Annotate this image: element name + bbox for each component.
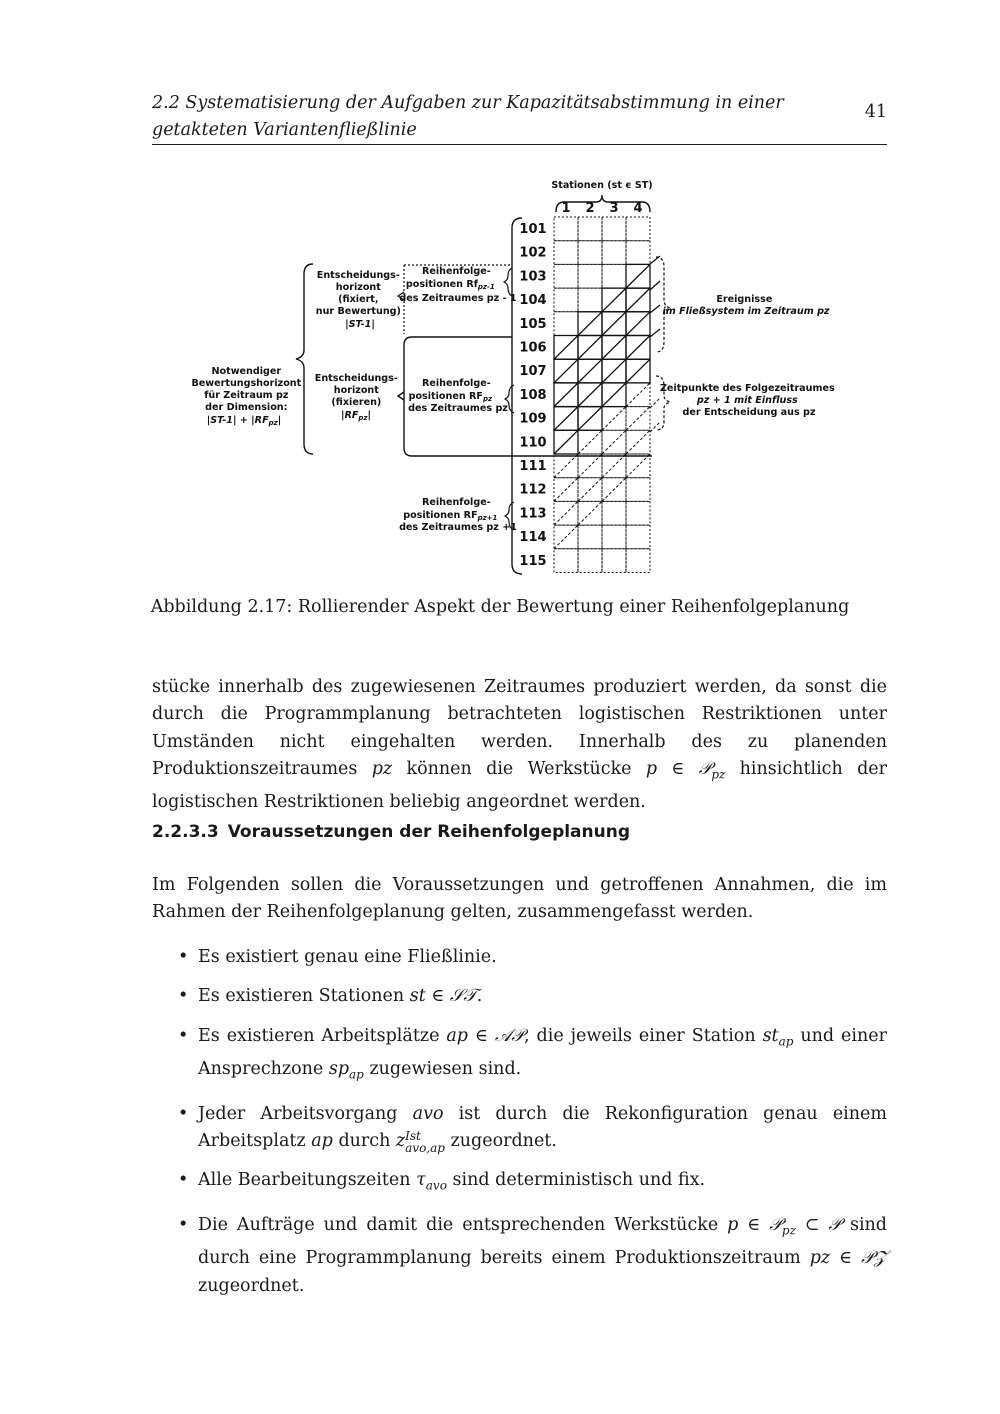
event-extension [650,281,660,290]
grid-cell [626,217,650,241]
station-label-4: 4 [633,201,643,216]
row-number: 102 [519,245,547,261]
event-diagonal [554,430,578,454]
list-item: • Alle Bearbeitungszeiten $\tau_{avo}$ sind deterministisch und fix. [152,1167,887,1200]
grid-cell [626,525,650,549]
future-diagonal [554,478,578,502]
grid-cell [554,264,578,288]
grid-cell [578,217,602,241]
row-number: 108 [519,387,547,403]
grid-cell [554,312,578,336]
event-diagonal [602,383,626,407]
grid-cell [602,264,626,288]
grid-cell [602,501,626,525]
grid-cell [626,478,650,502]
grid-cell [578,241,602,265]
grid-cell [602,525,626,549]
evaluation-horizon-label: Notwendiger Bewertungshorizont für Zeitraum pz der Dimension: $|ST-1| + |RF_{pz}|$ [191,366,302,427]
row-number: 112 [519,482,547,498]
event-diagonal [626,288,650,312]
row-number: 104 [519,293,547,309]
list-item: • Es existiert genau eine Fließlinie. [152,944,887,971]
event-diagonal [626,264,650,288]
future-diagonal [626,383,650,407]
events-brace [656,257,670,352]
future-diagonal [626,454,650,478]
page-number: 41 [864,102,887,122]
figure-rolling-evaluation [0,0,1000,590]
grid-cell [602,217,626,241]
decision-fixing-pointer [398,392,404,400]
row-number: 107 [519,364,547,380]
grid-cell [578,525,602,549]
grid-cell [626,241,650,265]
future-diagonal [554,454,578,478]
list-item: • Die Aufträge und damit die entsprechenden Werkstücke p ∈ 𝒫$_{pz}$ ⊂ 𝒫 sind durch eine Programmplanung bereits einem Produktionszeitraum pz ∈ 𝒫𝒵 zugeordnet. [152,1212,887,1300]
row-number: 115 [519,553,547,569]
event-diagonal [602,288,626,312]
station-label-1: 1 [561,201,571,216]
section-heading: 2.2.3.3 Voraussetzungen der Reihenfolgeplanung [152,822,631,842]
event-diagonal [554,407,578,431]
list-item: • Es existieren Stationen st ∈ 𝒮𝒯. [152,983,887,1010]
future-extension [650,422,660,432]
grid-cell [578,288,602,312]
event-diagonal [602,336,626,360]
list-item: • Jeder Arbeitsvorgang avo ist durch die Rekonfiguration genau einem Arbeitsplatz ap durch z Ist avo,ap zugeordnet. [152,1101,887,1156]
row-number: 105 [519,316,547,332]
future-diagonal [602,454,626,478]
grid-cell [554,288,578,312]
sequence-positions-next: Reihenfolge- positionen $RF_{pz+1}$ des Zeitraumes pz +1 [399,497,517,533]
event-diagonal [626,336,650,360]
event-diagonal [578,407,602,431]
future-diagonal [602,430,626,454]
grid-cell [554,549,578,573]
event-diagonal [578,336,602,360]
event-diagonal [578,383,602,407]
grid-cell [626,501,650,525]
grid-cell [554,241,578,265]
event-diagonal [626,312,650,336]
future-diagonal [602,407,626,431]
future-extension [650,398,660,408]
future-diagonal [578,454,602,478]
row-numbers [519,222,546,569]
event-diagonal [554,336,578,360]
decision-horizon-fixing-label: Entscheidungs- horizont (fixieren) $|RF_{pz}|$ [314,373,398,422]
future-diagonal [602,478,626,502]
grid-cell [578,549,602,573]
event-extension [650,305,660,313]
event-diagonal [578,312,602,336]
event-diagonal [578,359,602,383]
future-diagonal [578,478,602,502]
assumptions-list [152,944,887,1312]
event-extension [650,329,660,337]
future-diagonal [578,430,602,454]
station-label-2: 2 [585,201,595,216]
event-diagonal [626,359,650,383]
future-diagonal [578,501,602,525]
event-diagonal [554,383,578,407]
event-diagonal [602,312,626,336]
row-number: 111 [519,459,547,474]
row-number: 103 [519,269,547,285]
row-number: 109 [519,411,547,427]
grid-cell [602,549,626,573]
future-diagonal [626,407,650,431]
header-title: 2.2 Systematisierung der Aufgaben zur Kapazitätsabstimmung in einer getakteten Variantenfließlinie [152,93,784,140]
figure-caption: Abbildung 2.17: Rollierender Aspekt der Bewertung einer Reihenfolgeplanung [150,597,850,617]
grid-cell [626,549,650,573]
events-label: Ereignisse im Fließsystem im Zeitraum pz [662,294,830,317]
sequence-positions-previous: Reihenfolge- positionen $Rf_{pz-1}$ des Zeitraumes pz - 1 [399,266,517,304]
row-number: 110 [519,435,547,451]
sequence-previous-brace [504,268,512,296]
row-number: 106 [519,340,547,356]
grid-cell [578,264,602,288]
future-diagonal [626,430,650,454]
grid-cell [602,241,626,265]
station-label-3: 3 [609,201,619,216]
paragraph-intro: Im Folgenden sollen die Voraussetzungen und getroffenen Annahmen, die im Rahmen der Reihenfolgeplanung gelten, zusammengefasst werden. [152,875,887,923]
sequence-positions-current: Reihenfolge- positionen $RF_{pz}$ des Zeitraumes pz [408,378,508,414]
row-number: 101 [519,222,547,237]
row-number: 113 [519,506,547,522]
row-number: 114 [519,530,547,546]
future-diagonal [554,525,578,549]
list-item: • Es existieren Arbeitsplätze ap ∈ 𝒜𝒫, die jeweils einer Station $st_{ap}$ und einer Ansprechzone $sp_{ap}$ zugewiesen sind. [152,1023,887,1089]
event-diagonal [554,359,578,383]
future-diagonal [554,501,578,525]
grid-cell [554,217,578,241]
stations-title: Stationen (st ϵ ST) [551,180,653,191]
future-label: Zeitpunkte des Folgezeitraumes pz + 1 mit Einfluss der Entscheidung aus pz [659,383,835,418]
event-diagonal [602,359,626,383]
evaluation-horizon-brace [296,264,313,454]
decision-horizon-fixed-label: Entscheidungs- horizont (fixiert, nur Bewertung) |ST-1| [315,270,401,330]
paragraph-restrictions: stücke innerhalb des zugewiesenen Zeitraumes produziert werden, da sonst die durch die Programmplanung betrachteten logistischen Restriktionen unter Umständen nicht eingehalten werden. Innerhalb des zu planenden Produktionszeitraumes pz können die Werkstücke p ∈ 𝒫$_{pz}$ hinsichtlich der logistischen Restriktionen beliebig angeordnet werden. [152,677,887,813]
